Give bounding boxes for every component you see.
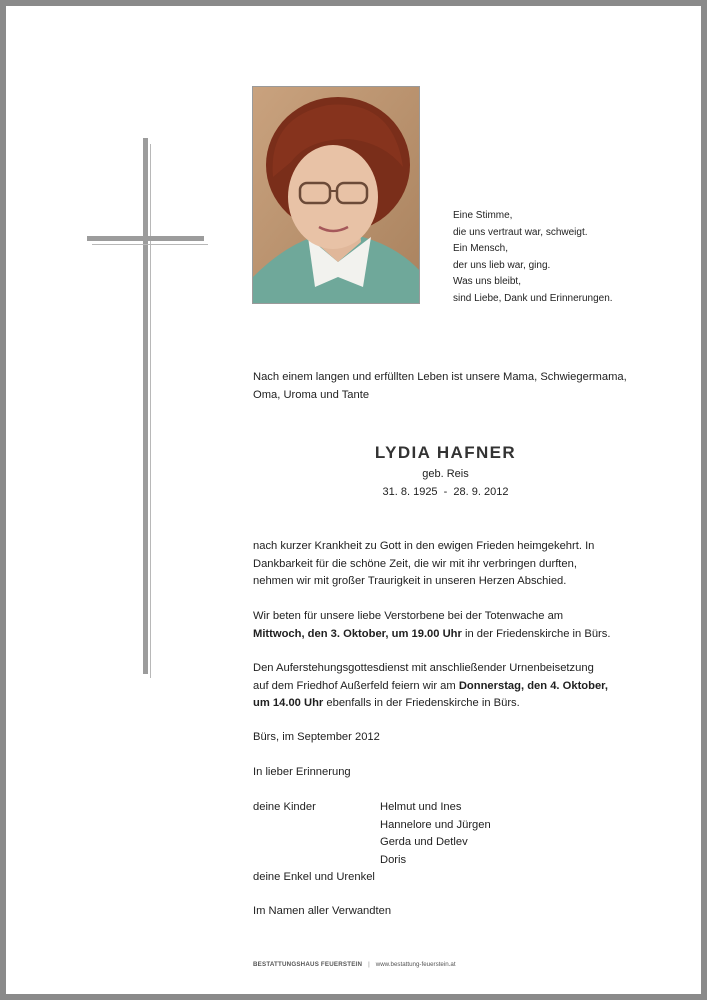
child-entry: Helmut und Ines (380, 801, 462, 813)
memorial-poem (453, 208, 673, 307)
footer-brand: BESTATTUNGSHAUS FEUERSTEIN (253, 961, 363, 968)
on-behalf-text: Im Namen aller Verwandten (253, 905, 392, 917)
passing-paragraph (253, 538, 653, 591)
remembrance-text: In lieber Erinnerung (253, 766, 351, 778)
intro-text (253, 369, 653, 404)
paragraph-line: nehmen wir mit großer Traurigkeit in unseren Herzen Abschied. (253, 575, 567, 587)
paragraph-line: Den Auferstehungsgottesdienst mit anschließender Urnenbeisetzung (253, 662, 594, 674)
wake-paragraph (253, 608, 653, 643)
wake-date: Mittwoch, den 3. Oktober, um 19.00 Uhr (253, 627, 462, 640)
child-entry: Hannelore und Jürgen (380, 818, 491, 831)
funeral-time: um 14.00 Uhr (253, 697, 324, 709)
intro-line: Oma, Uroma und Tante (253, 388, 370, 401)
funeral-place: auf dem Friedhof Außerfeld feiern wir am (253, 679, 459, 692)
paragraph-line: nach kurzer Krankheit zu Gott in den ewigen Frieden heimgekehrt. In (253, 540, 595, 552)
funeral-date: Donnerstag, den 4. Oktober, (458, 679, 609, 692)
footer-separator: | (368, 961, 370, 968)
paragraph-line: Wir beten für unsere liebe Verstorbene bei der Totenwache am (253, 610, 564, 622)
poem-line: die uns vertraut war, schweigt. (453, 226, 588, 238)
footer-url[interactable]: www.bestattung-feuerstein.at (375, 961, 456, 968)
child-entry: Gerda und Detlev (380, 836, 468, 848)
funeral-location: ebenfalls in der Friedenskirche in Bürs. (323, 697, 520, 709)
paragraph-line: Dankbarkeit für die schöne Zeit, die wir mit ihr verbringen durften, (253, 557, 577, 570)
poem-line: Was uns bleibt, (453, 276, 521, 287)
poem-line: sind Liebe, Dank und Erinnerungen. (453, 292, 613, 304)
child-entry: Doris (380, 853, 407, 866)
place-date: Bürs, im September 2012 (253, 731, 380, 743)
poem-line: Ein Mensch, (453, 243, 509, 254)
footer (253, 961, 456, 968)
children-label: deine Kinder (253, 801, 316, 813)
grandchildren-text: deine Enkel und Urenkel (253, 871, 375, 883)
portrait-photo (252, 86, 420, 304)
wake-location: in der Friedenskirche in Bürs. (461, 627, 611, 640)
deceased-name: LYDIA HAFNER (374, 443, 517, 462)
maiden-name: geb. Reis (422, 468, 469, 480)
poem-line: der uns lieb war, ging. (453, 259, 551, 271)
funeral-paragraph (253, 660, 653, 713)
poem-line: Eine Stimme, (453, 210, 513, 221)
intro-line: Nach einem langen und erfüllten Leben ist unsere Mama, Schwiegermama, (253, 371, 627, 383)
life-dates: 31. 8. 1925 - 28. 9. 2012 (382, 486, 509, 498)
children-list (380, 799, 491, 869)
